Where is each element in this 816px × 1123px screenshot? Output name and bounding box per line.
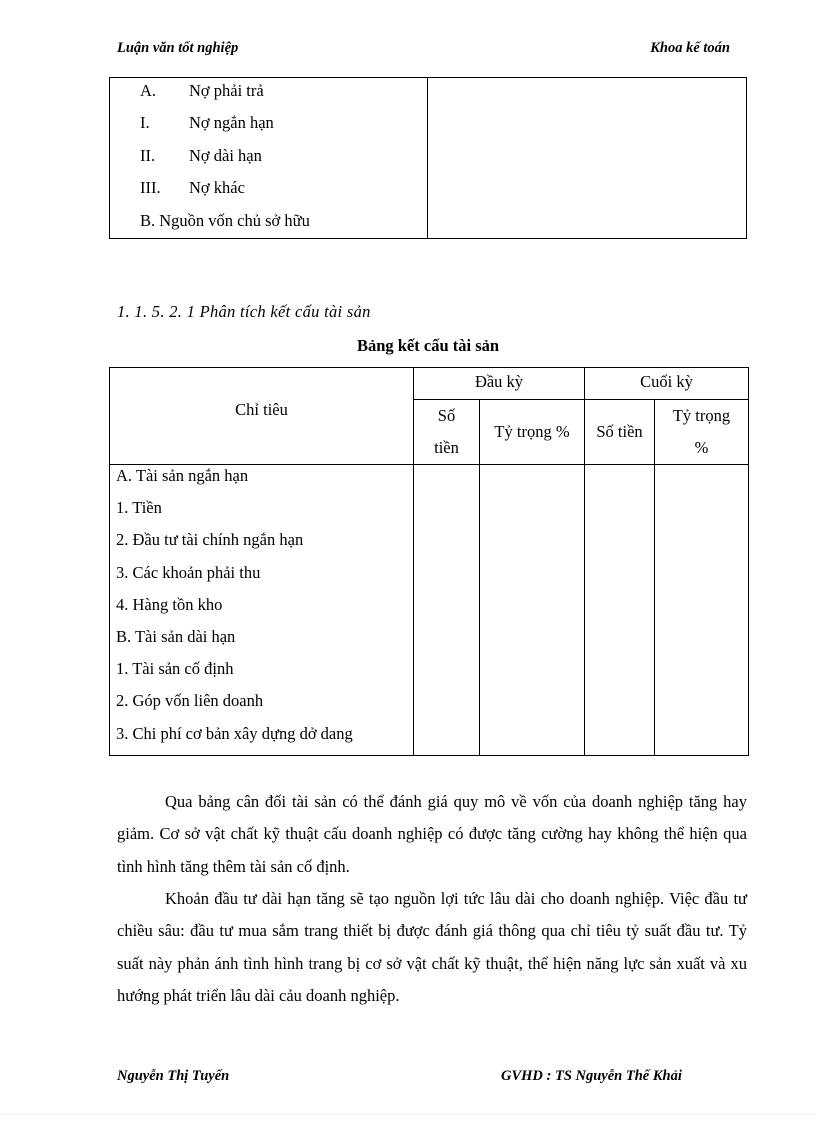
empty-cell-so-tien-dauky	[414, 465, 480, 756]
liabilities-row-label: Nợ phải trả	[189, 81, 264, 100]
liabilities-table-left-column	[110, 78, 428, 238]
liabilities-row-number: II.	[140, 145, 156, 165]
liabilities-row-number: A.	[140, 81, 157, 100]
footer-supervisor: GVHD : TS Nguyễn Thế Khải	[501, 1068, 682, 1084]
so-tien-line2: tiền	[434, 438, 459, 457]
paragraph-2	[117, 883, 747, 1012]
asset-item: 3. Các khoản phải thu	[116, 562, 261, 582]
asset-item: 2. Đầu tư tài chính ngắn hạn	[116, 530, 304, 550]
asset-table-title: Bảng kết cấu tài sản	[356, 336, 500, 355]
asset-item: 4. Hàng tồn kho	[116, 594, 223, 614]
column-group-cuoiky: Cuối kỳ	[585, 368, 749, 400]
paragraph-1-text: Qua bảng cân đối tài sản có thể đánh giá quy mô về vốn của doanh nghiệp tăng hay giảm. Cơ sở vật chất kỹ thuật cấu doanh nghiệp có được tăng cường hay không thể hiện qua tình hình tăng thêm tài sản cố định.	[117, 792, 747, 876]
ty-trong-line2: %	[694, 438, 709, 457]
ty-trong-line1: Tỷ trọng	[672, 406, 731, 425]
liabilities-row-label: Nợ khác	[189, 178, 245, 198]
page-bottom-divider	[0, 1114, 816, 1115]
footer-author: Nguyễn Thị Tuyến	[117, 1068, 230, 1084]
liabilities-row	[110, 176, 427, 208]
column-group-dauky: Đầu kỳ	[414, 368, 585, 400]
column-header-ty-trong-dauky: Tỷ trọng %	[480, 400, 585, 465]
asset-structure-table	[109, 367, 749, 756]
asset-item: 1. Tiền	[116, 498, 162, 518]
liabilities-row-number: I.	[140, 113, 150, 133]
liabilities-table	[109, 77, 747, 239]
liabilities-row	[110, 144, 427, 176]
asset-item: 1. Tài sản cố định	[116, 659, 234, 679]
column-header-so-tien-cuoiky: Số tiền	[585, 400, 655, 465]
paragraph-2-text: Khoản đầu tư dài hạn tăng sẽ tạo nguồn lợi tức lâu dài cho doanh nghiệp. Việc đầu tư chiều sâu: đầu tư mua sắm trang thiết bị được đánh giá thông qua chỉ tiêu tỷ suất đầu tư. Tỷ suất này phản ánh tình hình trang bị cơ sở vật chất kỹ thuật, thể hiện năng lực sản xuất và xu hướng phát triển lâu dài cảu doanh nghiệp.	[117, 889, 747, 1005]
liabilities-row	[110, 209, 427, 241]
liabilities-row-label: Nợ ngắn hạn	[189, 113, 274, 133]
asset-items-cell	[110, 465, 414, 756]
column-header-chitieu: Chỉ tiêu	[110, 368, 414, 465]
asset-item: 2. Góp vốn liên doanh	[116, 691, 264, 711]
asset-item: A. Tài sản ngắn hạn	[116, 466, 249, 485]
column-header-so-tien-dauky	[414, 400, 480, 465]
asset-item: B. Tài sản dài hạn	[116, 626, 236, 646]
liabilities-table-right-column	[428, 78, 746, 238]
so-tien-line1: Số	[437, 406, 456, 425]
liabilities-row	[110, 79, 427, 111]
liabilities-row-label: B. Nguồn vốn chủ sở hữu	[140, 210, 310, 230]
header-faculty-label: Khoa kế toán	[650, 40, 730, 56]
asset-item: 3. Chi phí cơ bản xây dựng dở dang	[116, 723, 353, 743]
liabilities-row	[110, 111, 427, 143]
paragraph-1	[117, 786, 747, 883]
empty-cell-ty-trong-cuoiky	[655, 465, 749, 756]
empty-cell-ty-trong-dauky	[480, 465, 585, 756]
column-header-ty-trong-cuoiky	[655, 400, 749, 465]
table-header-row	[110, 368, 749, 400]
table-body-row	[110, 465, 749, 756]
liabilities-row-label: Nợ dài hạn	[189, 145, 262, 165]
section-heading: 1. 1. 5. 2. 1 Phân tích kết cấu tài sản	[117, 302, 371, 321]
empty-cell-so-tien-cuoiky	[585, 465, 655, 756]
liabilities-row-number: III.	[140, 178, 161, 198]
header-thesis-label: Luận văn tốt nghiệp	[117, 40, 239, 56]
